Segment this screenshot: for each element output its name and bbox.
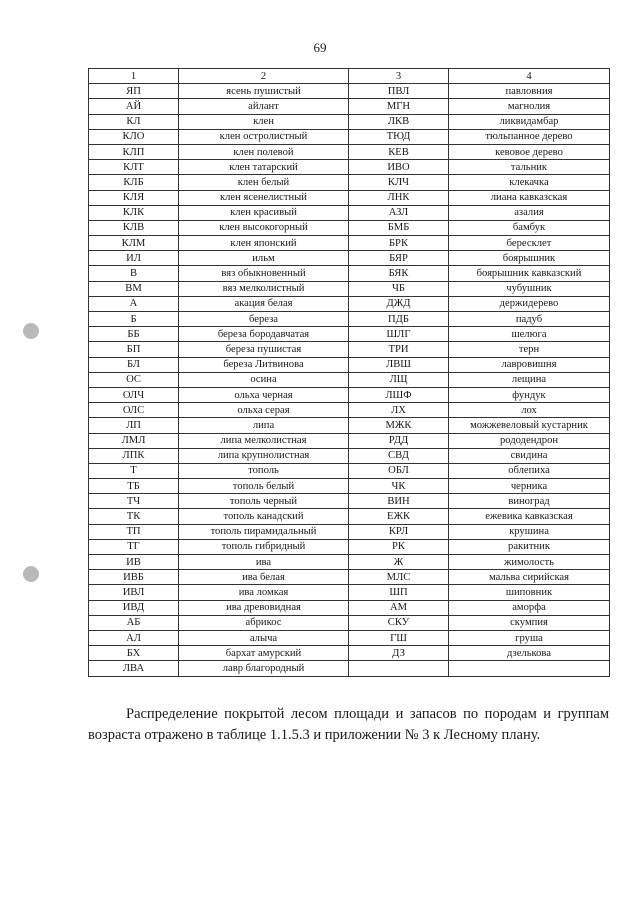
table-row [89, 99, 610, 114]
species-name-cell: вяз обыкновенный [179, 266, 349, 281]
table-row [89, 266, 610, 281]
table-row [89, 175, 610, 190]
species-code-cell: КЛБ [89, 175, 179, 190]
species-code-cell: АЛ [89, 630, 179, 645]
species-name-cell: магнолия [449, 99, 610, 114]
table-row [89, 661, 610, 676]
species-name-cell: осина [179, 372, 349, 387]
table-row [89, 463, 610, 478]
species-name-cell: тополь [179, 463, 349, 478]
species-code-cell: ЛЩ [349, 372, 449, 387]
table-row [89, 251, 610, 266]
species-code-table [88, 68, 610, 677]
species-code-cell: БЯР [349, 251, 449, 266]
species-name-cell: аморфа [449, 600, 610, 615]
species-name-cell: тополь канадский [179, 509, 349, 524]
species-code-cell: КЛВ [89, 220, 179, 235]
table-row [89, 615, 610, 630]
species-name-cell: лох [449, 403, 610, 418]
species-code-cell: КЛП [89, 144, 179, 159]
species-name-cell: бамбук [449, 220, 610, 235]
table-row [89, 312, 610, 327]
species-name-cell: чубушник [449, 281, 610, 296]
species-code-cell: БРК [349, 236, 449, 251]
species-code-cell: ТП [89, 524, 179, 539]
species-name-cell: лиана кавказская [449, 190, 610, 205]
species-code-cell: ЛВШ [349, 357, 449, 372]
column-header: 3 [349, 69, 449, 84]
table-row [89, 220, 610, 235]
table-row [89, 357, 610, 372]
species-code-cell: ИВД [89, 600, 179, 615]
table-row [89, 190, 610, 205]
species-code-cell: ВМ [89, 281, 179, 296]
species-code-cell: ЧБ [349, 281, 449, 296]
species-name-cell: ива [179, 555, 349, 570]
table-row [89, 144, 610, 159]
species-name-cell: айлант [179, 99, 349, 114]
species-code-cell: РДД [349, 433, 449, 448]
species-name-cell: бересклет [449, 236, 610, 251]
species-name-cell: береза пушистая [179, 342, 349, 357]
column-header: 4 [449, 69, 610, 84]
species-name-cell: береза Литвинова [179, 357, 349, 372]
species-code-cell: КЛО [89, 129, 179, 144]
species-name-cell: лавровишня [449, 357, 610, 372]
table-row [89, 630, 610, 645]
species-name-cell: крушина [449, 524, 610, 539]
species-code-cell: ББ [89, 327, 179, 342]
table-row [89, 600, 610, 615]
species-name-cell: клекачка [449, 175, 610, 190]
species-code-cell: ЛНК [349, 190, 449, 205]
species-name-cell: тополь черный [179, 494, 349, 509]
species-code-cell: АМ [349, 600, 449, 615]
table-row [89, 296, 610, 311]
species-code-cell: ОЛС [89, 403, 179, 418]
species-name-cell: шелюга [449, 327, 610, 342]
species-name-cell: терн [449, 342, 610, 357]
species-code-cell: Ж [349, 555, 449, 570]
species-name-cell: клен красивый [179, 205, 349, 220]
table-body [89, 84, 610, 676]
species-code-cell: ЕЖК [349, 509, 449, 524]
table-row [89, 114, 610, 129]
species-name-cell: ильм [179, 251, 349, 266]
species-name-cell: клен [179, 114, 349, 129]
species-code-cell: ИВБ [89, 570, 179, 585]
species-name-cell: алыча [179, 630, 349, 645]
column-header: 2 [179, 69, 349, 84]
species-code-cell: ОБЛ [349, 463, 449, 478]
table-row [89, 524, 610, 539]
species-name-cell: клен белый [179, 175, 349, 190]
species-name-cell: лещина [449, 372, 610, 387]
species-name-cell: клен полевой [179, 144, 349, 159]
species-code-cell: ДЗ [349, 646, 449, 661]
species-name-cell: тополь белый [179, 479, 349, 494]
species-code-cell: ИЛ [89, 251, 179, 266]
species-name-cell: бархат амурский [179, 646, 349, 661]
species-code-cell: БЯК [349, 266, 449, 281]
species-code-cell: ОЛЧ [89, 387, 179, 402]
species-code-cell: ДЖД [349, 296, 449, 311]
species-name-cell: рододендрон [449, 433, 610, 448]
species-code-cell: ШЛГ [349, 327, 449, 342]
table-row [89, 479, 610, 494]
species-name-cell: клен татарский [179, 160, 349, 175]
species-name-cell: клен японский [179, 236, 349, 251]
species-code-cell: КЛК [89, 205, 179, 220]
species-code-cell: БМБ [349, 220, 449, 235]
species-name-cell: черника [449, 479, 610, 494]
species-code-cell: СКУ [349, 615, 449, 630]
species-name-cell: береза [179, 312, 349, 327]
table-row [89, 539, 610, 554]
table-row [89, 129, 610, 144]
table-row [89, 281, 610, 296]
species-code-cell: АЗЛ [349, 205, 449, 220]
species-name-cell: падуб [449, 312, 610, 327]
species-name-cell: вяз мелколистный [179, 281, 349, 296]
species-name-cell: кевовое дерево [449, 144, 610, 159]
species-code-cell: КЕВ [349, 144, 449, 159]
species-name-cell: боярышник кавказский [449, 266, 610, 281]
table-row [89, 570, 610, 585]
table-header-row [89, 69, 610, 84]
species-code-cell: В [89, 266, 179, 281]
table-row [89, 160, 610, 175]
species-name-cell: береза бородавчатая [179, 327, 349, 342]
species-name-cell: груша [449, 630, 610, 645]
species-name-cell: шиповник [449, 585, 610, 600]
species-name-cell: скумпия [449, 615, 610, 630]
species-name-cell: азалия [449, 205, 610, 220]
species-code-cell: Б [89, 312, 179, 327]
species-code-cell: ТК [89, 509, 179, 524]
species-name-cell: тополь пирамидальный [179, 524, 349, 539]
species-name-cell: тальник [449, 160, 610, 175]
species-name-cell: виноград [449, 494, 610, 509]
species-code-cell: ЛВА [89, 661, 179, 676]
species-name-cell: держидерево [449, 296, 610, 311]
species-name-cell: акация белая [179, 296, 349, 311]
species-code-cell: СВД [349, 448, 449, 463]
species-code-cell: КЛ [89, 114, 179, 129]
species-code-cell: ШП [349, 585, 449, 600]
species-code-cell: ОС [89, 372, 179, 387]
species-name-cell: ольха серая [179, 403, 349, 418]
species-code-cell: ПВЛ [349, 84, 449, 99]
table-row [89, 509, 610, 524]
species-code-cell: ИВО [349, 160, 449, 175]
species-code-cell: ЛШФ [349, 387, 449, 402]
species-code-cell: ТРИ [349, 342, 449, 357]
species-code-cell: ИВЛ [89, 585, 179, 600]
species-code-cell: МЛС [349, 570, 449, 585]
species-name-cell: клен высокогорный [179, 220, 349, 235]
species-name-cell: свидина [449, 448, 610, 463]
species-name-cell: липа мелколистная [179, 433, 349, 448]
table-row [89, 433, 610, 448]
species-name-cell: облепиха [449, 463, 610, 478]
table-row [89, 646, 610, 661]
species-name-cell: липа [179, 418, 349, 433]
body-paragraph [88, 704, 609, 746]
species-name-cell: абрикос [179, 615, 349, 630]
species-code-cell: КЛМ [89, 236, 179, 251]
species-code-cell: БП [89, 342, 179, 357]
species-code-cell: ПДБ [349, 312, 449, 327]
species-name-cell: ликвидамбар [449, 114, 610, 129]
species-code-cell: АБ [89, 615, 179, 630]
table-row [89, 236, 610, 251]
table-row [89, 387, 610, 402]
species-code-cell: ГШ [349, 630, 449, 645]
table-row [89, 403, 610, 418]
species-code-cell: БХ [89, 646, 179, 661]
column-header: 1 [89, 69, 179, 84]
species-code-cell: ИВ [89, 555, 179, 570]
paragraph-text: Распределение покрытой лесом площади и запасов по породам и группам возраста отражено в таблице 1.1.5.3 и приложении № 3 к Лесному плану. [88, 706, 609, 743]
table-row [89, 494, 610, 509]
species-name-cell: клен ясенелистный [179, 190, 349, 205]
species-name-cell: фундук [449, 387, 610, 402]
species-code-cell: ВИН [349, 494, 449, 509]
species-name-cell: дзелькова [449, 646, 610, 661]
table-row [89, 342, 610, 357]
species-name-cell: мальва сирийская [449, 570, 610, 585]
species-code-cell: КЛЧ [349, 175, 449, 190]
page-number: 69 [313, 40, 327, 55]
table-row [89, 585, 610, 600]
species-code-cell: ЛХ [349, 403, 449, 418]
species-code-cell [349, 661, 449, 676]
species-name-cell: ольха черная [179, 387, 349, 402]
species-code-cell: ЧК [349, 479, 449, 494]
species-code-cell: МЖК [349, 418, 449, 433]
table-row [89, 418, 610, 433]
species-name-cell: ива ломкая [179, 585, 349, 600]
table-row [89, 327, 610, 342]
table-row [89, 205, 610, 220]
species-code-cell: КРЛ [349, 524, 449, 539]
species-name-cell: ива белая [179, 570, 349, 585]
table-row [89, 84, 610, 99]
species-code-cell: БЛ [89, 357, 179, 372]
species-name-cell: ежевика кавказская [449, 509, 610, 524]
table-row [89, 555, 610, 570]
species-code-cell: ЛП [89, 418, 179, 433]
species-code-cell: МГН [349, 99, 449, 114]
table-row [89, 372, 610, 387]
species-name-cell: ракитник [449, 539, 610, 554]
species-name-cell: клен остролистный [179, 129, 349, 144]
species-name-cell: павловния [449, 84, 610, 99]
species-code-cell: ТЮД [349, 129, 449, 144]
species-code-cell: Т [89, 463, 179, 478]
table-row [89, 448, 610, 463]
species-code-cell: КЛТ [89, 160, 179, 175]
punch-hole-icon [23, 566, 39, 582]
species-name-cell: можжевеловый кустарник [449, 418, 610, 433]
species-name-cell: ива древовидная [179, 600, 349, 615]
species-code-cell: ЛПК [89, 448, 179, 463]
punch-hole-icon [23, 323, 39, 339]
species-code-cell: А [89, 296, 179, 311]
species-code-cell: ЛКВ [349, 114, 449, 129]
species-name-cell: жимолость [449, 555, 610, 570]
species-name-cell: боярышник [449, 251, 610, 266]
species-name-cell: тюльпанное дерево [449, 129, 610, 144]
species-name-cell: тополь гибридный [179, 539, 349, 554]
species-code-cell: ТЧ [89, 494, 179, 509]
species-name-cell: липа крупнолистная [179, 448, 349, 463]
species-code-cell: КЛЯ [89, 190, 179, 205]
species-name-cell: ясень пушистый [179, 84, 349, 99]
species-code-cell: ТГ [89, 539, 179, 554]
species-name-cell: лавр благородный [179, 661, 349, 676]
species-code-cell: ЛМЛ [89, 433, 179, 448]
species-name-cell [449, 661, 610, 676]
species-code-cell: РК [349, 539, 449, 554]
species-code-cell: ТБ [89, 479, 179, 494]
species-code-cell: АЙ [89, 99, 179, 114]
species-code-cell: ЯП [89, 84, 179, 99]
